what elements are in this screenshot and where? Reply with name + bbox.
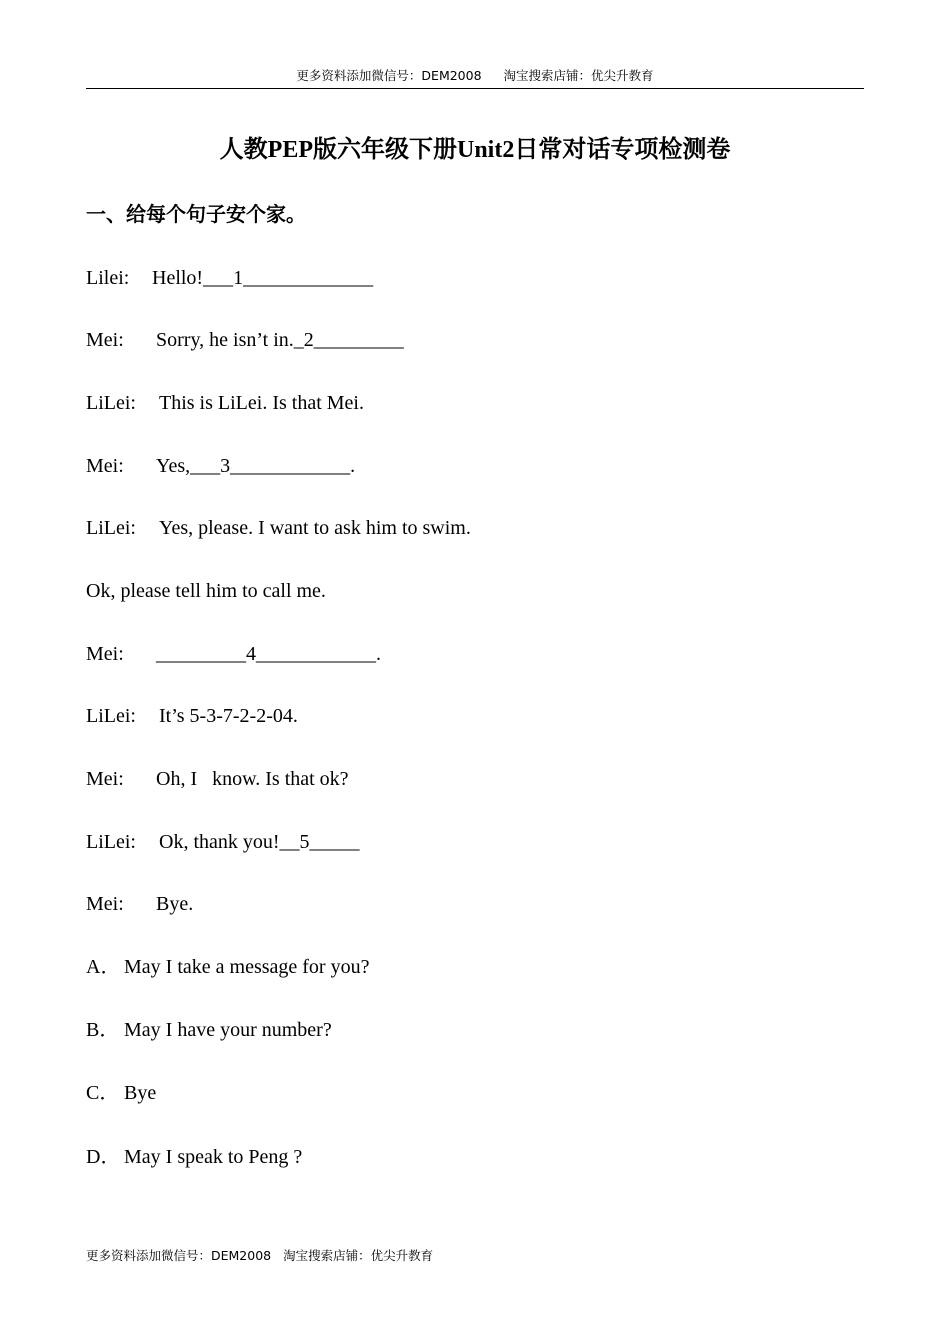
speaker-label: LiLei: — [86, 392, 136, 414]
option-text: May I have your number? — [124, 1019, 332, 1041]
dialogue-line-3 — [86, 389, 364, 417]
dialogue-text: Hello!___1_____________ — [152, 267, 374, 289]
option-text: Bye — [124, 1082, 157, 1104]
dialogue-line-1 — [86, 264, 373, 292]
dialogue-text: Yes, please. I want to ask him to swim. — [159, 517, 471, 539]
speaker-label: LiLei: — [86, 705, 136, 727]
dialogue-text: Ok, please tell him to call me. — [86, 580, 326, 602]
dialogue-line-9 — [86, 765, 349, 793]
dialogue-line-10 — [86, 828, 360, 856]
dialogue-line-8 — [86, 702, 298, 730]
dialogue-line-2 — [86, 326, 404, 354]
page-footer — [86, 1246, 433, 1266]
option-a — [86, 953, 369, 981]
dialogue-text: Sorry, he isn’t in._2_________ — [156, 329, 404, 351]
option-letter: B． — [86, 1019, 120, 1041]
section-heading: 一、给每个句子安个家。 — [86, 204, 306, 226]
speaker-label: Mei: — [86, 893, 124, 915]
header-shop-text: 淘宝搜索店铺：优尖升教育 — [503, 68, 654, 83]
speaker-label: Mei: — [86, 768, 124, 790]
speaker-label: Lilei: — [86, 267, 130, 289]
dialogue-line-4 — [86, 452, 355, 480]
speaker-label: LiLei: — [86, 517, 136, 539]
dialogue-text: Oh, I know. Is that ok? — [156, 768, 349, 790]
option-d — [86, 1143, 302, 1171]
speaker-label: Mei: — [86, 643, 124, 665]
dialogue-line-7 — [86, 640, 381, 668]
option-c — [86, 1079, 156, 1107]
option-letter: A． — [86, 956, 121, 978]
footer-wechat-text: 更多资料添加微信号：DEM2008 — [86, 1248, 272, 1263]
dialogue-line-11 — [86, 890, 193, 918]
dialogue-text: Bye. — [156, 893, 194, 915]
dialogue-text: Yes,___3____________. — [156, 455, 356, 477]
document-title: 人教PEP版六年级下册Unit2日常对话专项检测卷 — [219, 137, 731, 163]
dialogue-line-5 — [86, 514, 471, 542]
speaker-label: Mei: — [86, 455, 124, 477]
option-letter: D． — [86, 1146, 121, 1168]
dialogue-text: Ok, thank you!__5_____ — [159, 831, 360, 853]
dialogue-text: It’s 5-3-7-2-2-04. — [159, 705, 298, 727]
footer-shop-text: 淘宝搜索店铺：优尖升教育 — [283, 1248, 434, 1263]
speaker-label: Mei: — [86, 329, 124, 351]
option-letter: C． — [86, 1082, 120, 1104]
option-text: May I take a message for you? — [124, 956, 370, 978]
option-text: May I speak to Peng ? — [124, 1146, 303, 1168]
option-b — [86, 1016, 332, 1044]
dialogue-text: _________4____________. — [156, 643, 381, 665]
dialogue-text: This is LiLei. Is that Mei. — [159, 392, 364, 414]
speaker-label: LiLei: — [86, 831, 136, 853]
dialogue-line-6 — [86, 577, 326, 605]
page-header — [86, 66, 864, 89]
header-wechat-text: 更多资料添加微信号：DEM2008 — [296, 68, 482, 83]
